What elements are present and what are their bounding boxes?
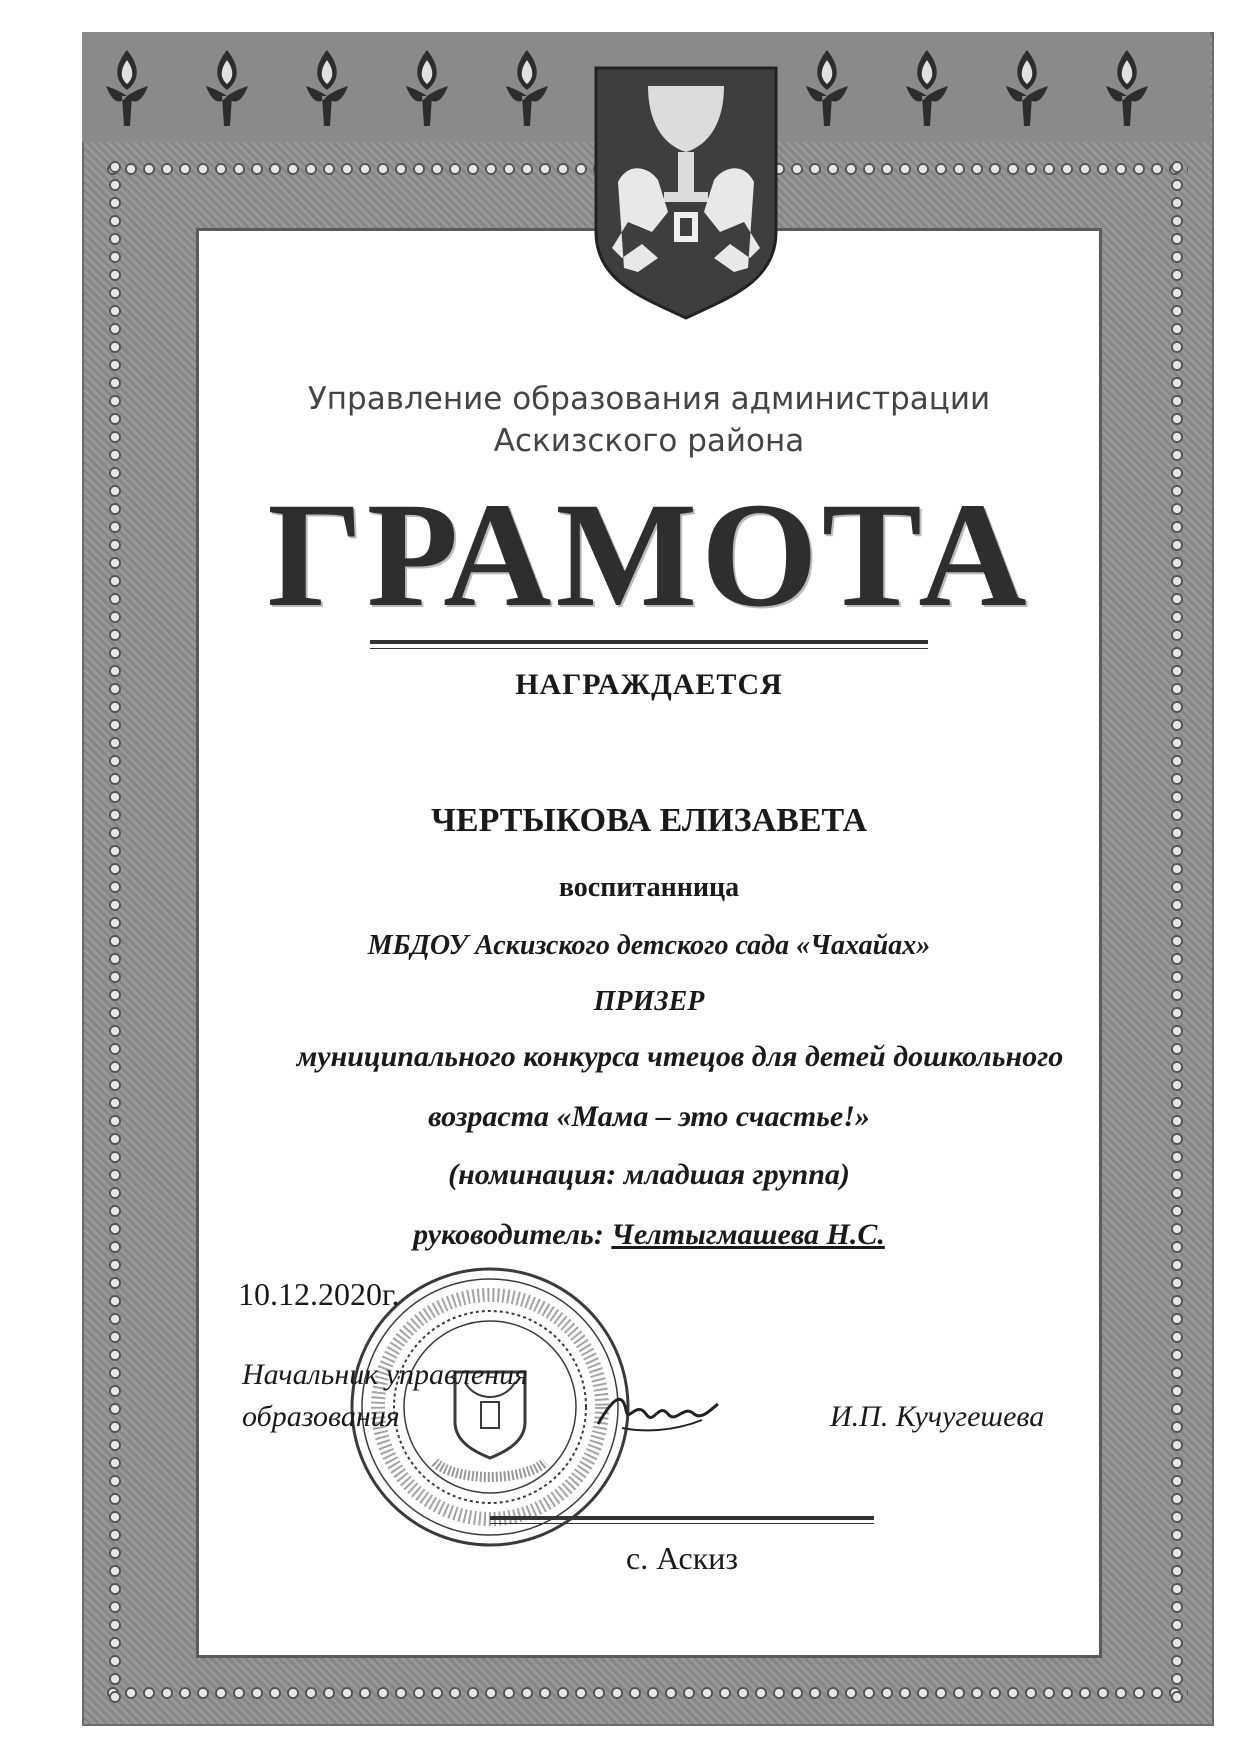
coat-of-arms-icon [588, 62, 784, 322]
title-underline-thin [370, 648, 928, 649]
awarded-label: НАГРАЖДАЕТСЯ [515, 668, 783, 701]
fleur-ornament-icon [400, 46, 454, 130]
nomination: (номинация: младшая группа) [448, 1158, 850, 1191]
fleur-ornament-icon [300, 46, 354, 130]
organization-line-1: Управление образования администрации [307, 381, 991, 417]
leader-name: Челтыгмашева Н.С. [611, 1218, 885, 1251]
fleur-ornament-icon [800, 46, 854, 130]
border-chain-bottom [104, 1682, 1188, 1704]
signatory-position-line-1: Начальник управления [242, 1358, 529, 1391]
signature-icon [592, 1380, 722, 1440]
fleur-ornament-icon [1000, 46, 1054, 130]
place-rule-thin [490, 1523, 874, 1524]
institution-name: МБДОУ Аскизского детского сада «Чахайах» [367, 930, 931, 961]
title-underline [370, 640, 928, 644]
signatory-name: И.П. Кучугешева [830, 1400, 1045, 1433]
fleur-ornament-icon [1100, 46, 1154, 130]
contest-line-1: муниципального конкурса чтецов для детей дошкольного [296, 1040, 1064, 1073]
award-status: ПРИЗЕР [593, 986, 705, 1017]
signatory-position-line-2: образования [242, 1400, 400, 1433]
organization-name [196, 378, 1102, 462]
border-chain-left [104, 158, 126, 1704]
fleur-ornament-icon [200, 46, 254, 130]
place-rule [490, 1516, 874, 1520]
recipient-name: ЧЕРТЫКОВА ЕЛИЗАВЕТА [430, 802, 868, 839]
contest-line-2: возраста «Мама – это счастье!» [428, 1100, 870, 1133]
fleur-ornament-icon [500, 46, 554, 130]
fleur-ornament-icon [100, 46, 154, 130]
border-chain-right [1166, 158, 1188, 1704]
organization-line-2: Аскизского района [493, 423, 805, 459]
leader-label: руководитель: [413, 1218, 612, 1251]
leader-line [196, 1218, 1102, 1252]
fleur-ornament-icon [900, 46, 954, 130]
recipient-role: воспитанница [558, 872, 740, 903]
issue-date: 10.12.2020г. [238, 1276, 400, 1312]
place-name: с. Аскиз [625, 1540, 739, 1576]
certificate-title: ГРАМОТА [267, 472, 1031, 638]
